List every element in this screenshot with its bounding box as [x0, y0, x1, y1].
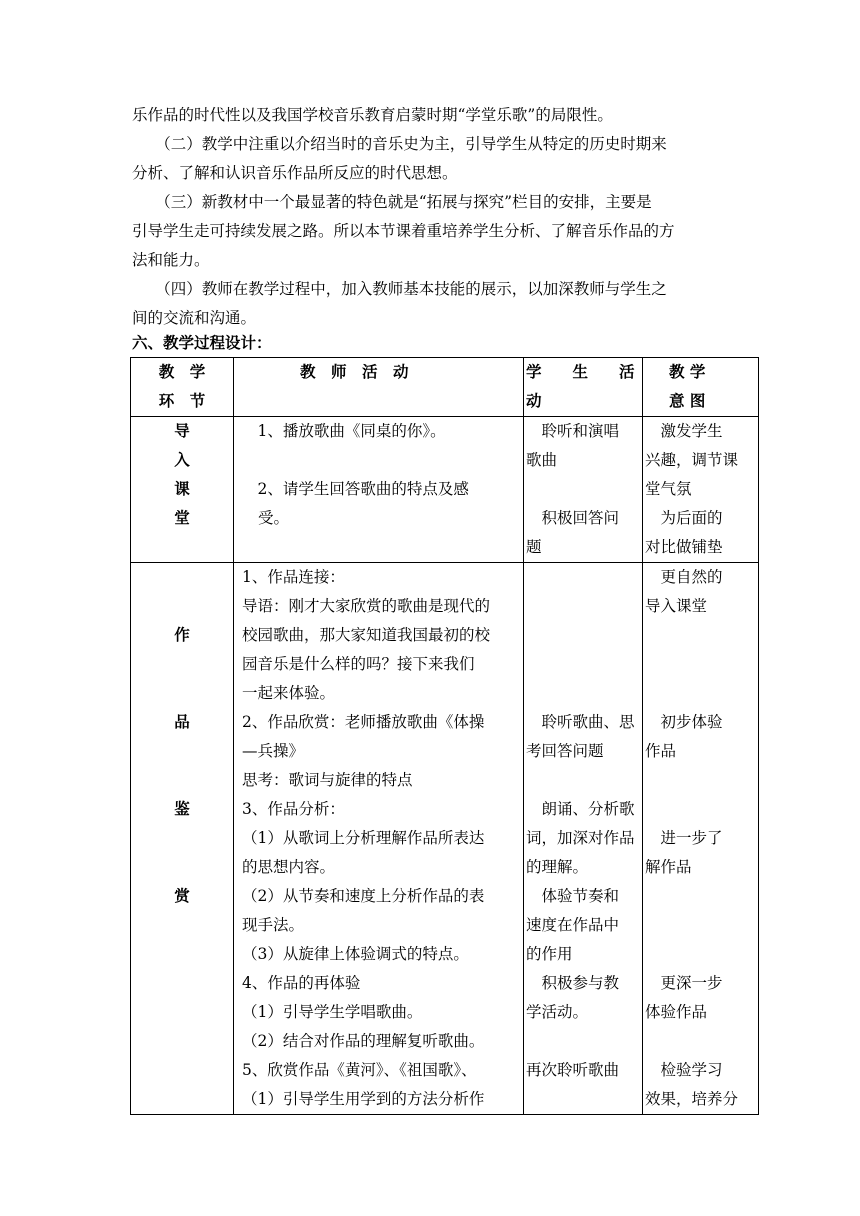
- stage-char: 鉴: [174, 800, 190, 818]
- cell-line: 聆听和演唱: [526, 422, 620, 440]
- cell-line: 体验节奏和: [526, 887, 620, 905]
- cell-line: 一起来体验。: [242, 684, 336, 702]
- cell-line: [645, 679, 758, 708]
- cell-line: 现手法。: [242, 916, 305, 934]
- cell-line: 检验学习: [645, 1061, 723, 1079]
- cell-line: 兴趣，调节课: [645, 451, 739, 469]
- cell-line: 导语：刚才大家欣赏的歌曲是现代的: [242, 597, 491, 615]
- cell-line: 作品: [645, 742, 677, 760]
- lesson-process-table: [130, 357, 759, 1115]
- cell-line: [526, 475, 642, 504]
- cell-line: [645, 1027, 758, 1056]
- cell-line: 3、作品分析：: [242, 800, 345, 818]
- cell-line: 题: [526, 538, 542, 556]
- text-line: （二）教学中注重以介绍当时的音乐史为主，引导学生从特定的历史时期来: [132, 135, 667, 153]
- cell-line: 初步体验: [645, 713, 723, 731]
- cell-line: （1）引导学生学唱歌曲。: [242, 1003, 423, 1021]
- header-text: 教 学: [158, 363, 206, 381]
- cell-line: [242, 446, 523, 475]
- cell-line: （1）引导学生用学到的方法分析作: [242, 1090, 485, 1108]
- table-row: [131, 563, 759, 1115]
- teacher-activity-cell: [234, 563, 524, 1115]
- header-text: 环 节: [158, 392, 206, 410]
- cell-line: 1、播放歌曲《同桌的你》。: [242, 422, 446, 440]
- cell-line: 的思想内容。: [242, 858, 336, 876]
- cell-line: 的作用: [526, 945, 573, 963]
- cell-line: 受。: [258, 509, 290, 527]
- cell-line: 思考：歌词与旋律的特点: [242, 771, 413, 789]
- paragraph-2: [132, 130, 738, 188]
- cell-line: 激发学生: [645, 422, 723, 440]
- text-line: 法和能力。: [132, 251, 210, 269]
- stage-char: 品: [174, 713, 190, 731]
- cell-line: [645, 882, 758, 911]
- cell-line: [645, 621, 758, 650]
- table-row: [131, 417, 759, 563]
- cell-line: 园音乐是什么样的吗？接下来我们: [242, 655, 475, 673]
- cell-line: 体验作品: [645, 1003, 708, 1021]
- stage-char: 赏: [174, 887, 190, 905]
- cell-line: 2、请学生回答歌曲的特点及感: [242, 480, 469, 498]
- purpose-cell: [643, 417, 759, 563]
- cell-line: 更自然的: [645, 568, 723, 586]
- cell-line: [526, 592, 642, 621]
- cell-line: 积极参与教: [526, 974, 620, 992]
- cell-line: 考回答问题: [526, 742, 604, 760]
- cell-line: [645, 650, 758, 679]
- cell-line: 导入课堂: [645, 597, 708, 615]
- header-text: 教 师 活 动: [300, 363, 409, 381]
- text-line: 分析、了解和认识音乐作品所反应的时代思想。: [132, 164, 458, 182]
- cell-line: 对比做铺垫: [645, 538, 723, 556]
- cell-line: [526, 766, 642, 795]
- cell-line: [526, 1027, 642, 1056]
- cell-line: （1）从歌词上分析理解作品所表达: [242, 829, 485, 847]
- cell-line: —兵操》: [242, 742, 305, 760]
- cell-line: （3）从旋律上体验调式的特点。: [242, 945, 469, 963]
- header-stage: [131, 358, 234, 417]
- student-activity-cell: [524, 417, 643, 563]
- text-line: 引导学生走可持续发展之路。所以本节课着重培养学生分析、了解音乐作品的方: [132, 222, 675, 240]
- cell-line: [645, 911, 758, 940]
- cell-line: 5、欣赏作品《黄河》、《祖国歌》、: [242, 1061, 477, 1079]
- cell-line: 堂气氛: [645, 480, 692, 498]
- cell-line: [526, 621, 642, 650]
- cell-line: 再次聆听歌曲: [526, 1061, 620, 1079]
- table-header-row: [131, 358, 759, 417]
- cell-line: 学活动。: [526, 1003, 589, 1021]
- stage-char: 课: [174, 480, 190, 498]
- cell-line: 聆听歌曲、思: [526, 713, 635, 731]
- purpose-cell: [643, 563, 759, 1115]
- cell-line: 解作品: [645, 858, 692, 876]
- cell-line: [526, 1085, 642, 1114]
- cell-line: [645, 795, 758, 824]
- stage-cell-intro: [131, 417, 234, 563]
- stage-char: 导: [174, 422, 190, 440]
- stage-char: 入: [174, 451, 190, 469]
- cell-line: [645, 766, 758, 795]
- cell-line: （2）从节奏和速度上分析作品的表: [242, 887, 485, 905]
- cell-line: 歌曲: [526, 451, 558, 469]
- stage-char: 作: [174, 626, 190, 644]
- cell-line: [526, 679, 642, 708]
- text-line: （三）新教材中一个最显著的特色就是“拓展与探究”栏目的安排，主要是: [132, 193, 652, 211]
- cell-line: 效果，培养分: [645, 1090, 739, 1108]
- paragraph-4: [132, 275, 738, 333]
- cell-line: 进一步了: [645, 829, 723, 847]
- header-teacher: [234, 358, 524, 417]
- cell-line: [645, 940, 758, 969]
- header-purpose: [643, 358, 759, 417]
- header-text: 教 学: [669, 363, 706, 381]
- cell-line: 更深一步: [645, 974, 723, 992]
- text-line: 间的交流和沟通。: [132, 309, 257, 327]
- text-line: 乐作品的时代性以及我国学校音乐教育启蒙时期“学堂乐歌”的局限性。: [132, 106, 613, 124]
- cell-line: 1、作品连接：: [242, 568, 345, 586]
- cell-line: [526, 563, 642, 592]
- cell-line: 的理解。: [526, 858, 589, 876]
- cell-line: 朗诵、分析歌: [526, 800, 635, 818]
- cell-line: [526, 650, 642, 679]
- header-text: 学 生 活: [526, 363, 635, 381]
- cell-line: 速度在作品中: [526, 916, 620, 934]
- stage-char: 堂: [174, 509, 190, 527]
- cell-line: 4、作品的再体验: [242, 974, 361, 992]
- header-text: 意 图: [669, 392, 706, 410]
- header-text: 动: [526, 392, 542, 410]
- cell-line: 为后面的: [645, 509, 723, 527]
- header-student: [524, 358, 643, 417]
- stage-cell-appreciation: [131, 563, 234, 1115]
- student-activity-cell: [524, 563, 643, 1115]
- cell-line: 2、作品欣赏：老师播放歌曲《体操: [242, 713, 485, 731]
- cell-line: 校园歌曲，那大家知道我国最初的校: [242, 626, 491, 644]
- cell-line: （2）结合对作品的理解复听歌曲。: [242, 1032, 485, 1050]
- paragraph-3: [132, 188, 738, 275]
- text-line: （四）教师在教学过程中，加入教师基本技能的展示，以加深教师与学生之: [132, 280, 667, 298]
- cell-line: 词，加深对作品: [526, 829, 635, 847]
- teacher-activity-cell: [234, 417, 524, 563]
- cell-line: 积极回答问: [526, 509, 620, 527]
- section-heading: 六、教学过程设计：: [132, 334, 272, 352]
- paragraph-continuation: [132, 101, 738, 130]
